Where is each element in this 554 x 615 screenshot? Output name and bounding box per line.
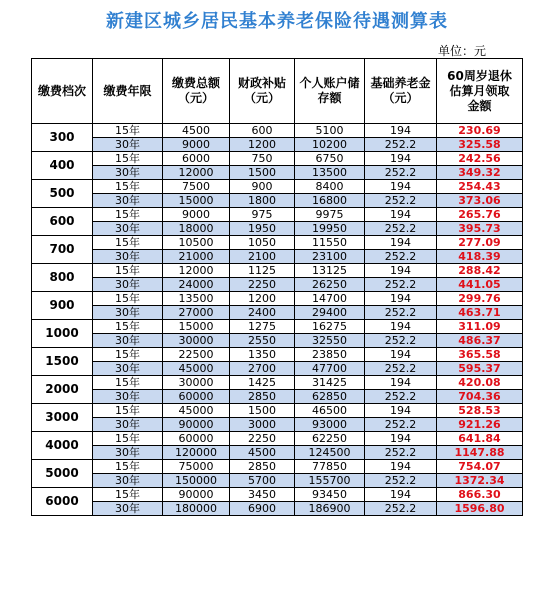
- table-row: [32, 138, 523, 152]
- account-cell: 29400: [295, 306, 365, 320]
- account-cell: 124500: [295, 446, 365, 460]
- table-row: [32, 222, 523, 236]
- table-row: [32, 194, 523, 208]
- level-cell: 800: [32, 264, 93, 292]
- years-cell: 15年: [93, 264, 163, 278]
- subsidy-cell: 2700: [230, 362, 295, 376]
- years-cell: 30年: [93, 250, 163, 264]
- header-total: 缴费总额 （元）: [163, 59, 230, 124]
- table-row: [32, 250, 523, 264]
- table-row: [32, 306, 523, 320]
- table-row: [32, 376, 523, 390]
- table-row: [32, 418, 523, 432]
- monthly-cell: 418.39: [437, 250, 523, 264]
- subsidy-cell: 2400: [230, 306, 295, 320]
- basic-cell: 252.2: [365, 446, 437, 460]
- table-row: [32, 292, 523, 306]
- years-cell: 15年: [93, 488, 163, 502]
- basic-cell: 194: [365, 404, 437, 418]
- years-cell: 15年: [93, 236, 163, 250]
- table-row: [32, 362, 523, 376]
- table-row: [32, 320, 523, 334]
- subsidy-cell: 2850: [230, 390, 295, 404]
- header-basic: 基础养老金 （元）: [365, 59, 437, 124]
- table-row: [32, 502, 523, 516]
- header-account: 个人账户储 存额: [295, 59, 365, 124]
- level-cell: 4000: [32, 432, 93, 460]
- table-row: [32, 404, 523, 418]
- years-cell: 15年: [93, 124, 163, 138]
- total-cell: 22500: [163, 348, 230, 362]
- account-cell: 19950: [295, 222, 365, 236]
- basic-cell: 194: [365, 376, 437, 390]
- basic-cell: 194: [365, 488, 437, 502]
- monthly-cell: 1147.88: [437, 446, 523, 460]
- account-cell: 62850: [295, 390, 365, 404]
- account-cell: 5100: [295, 124, 365, 138]
- account-cell: 14700: [295, 292, 365, 306]
- monthly-cell: 395.73: [437, 222, 523, 236]
- monthly-cell: 299.76: [437, 292, 523, 306]
- header-years: 缴费年限: [93, 59, 163, 124]
- monthly-cell: 311.09: [437, 320, 523, 334]
- basic-cell: 194: [365, 432, 437, 446]
- table-row: [32, 474, 523, 488]
- subsidy-cell: 1800: [230, 194, 295, 208]
- table-row: [32, 432, 523, 446]
- total-cell: 21000: [163, 250, 230, 264]
- subsidy-cell: 3000: [230, 418, 295, 432]
- total-cell: 24000: [163, 278, 230, 292]
- basic-cell: 194: [365, 264, 437, 278]
- header-subsidy: 财政补贴 （元）: [230, 59, 295, 124]
- basic-cell: 252.2: [365, 474, 437, 488]
- monthly-cell: 325.58: [437, 138, 523, 152]
- basic-cell: 252.2: [365, 138, 437, 152]
- monthly-cell: 254.43: [437, 180, 523, 194]
- basic-cell: 252.2: [365, 222, 437, 236]
- years-cell: 30年: [93, 502, 163, 516]
- monthly-cell: 463.71: [437, 306, 523, 320]
- monthly-cell: 441.05: [437, 278, 523, 292]
- table-row: [32, 236, 523, 250]
- subsidy-cell: 1950: [230, 222, 295, 236]
- monthly-cell: 754.07: [437, 460, 523, 474]
- table-row: [32, 166, 523, 180]
- subsidy-cell: 1500: [230, 404, 295, 418]
- account-cell: 16800: [295, 194, 365, 208]
- total-cell: 75000: [163, 460, 230, 474]
- subsidy-cell: 3450: [230, 488, 295, 502]
- basic-cell: 194: [365, 152, 437, 166]
- years-cell: 30年: [93, 474, 163, 488]
- years-cell: 15年: [93, 376, 163, 390]
- basic-cell: 252.2: [365, 418, 437, 432]
- level-cell: 900: [32, 292, 93, 320]
- total-cell: 6000: [163, 152, 230, 166]
- subsidy-cell: 2550: [230, 334, 295, 348]
- monthly-cell: 1372.34: [437, 474, 523, 488]
- basic-cell: 252.2: [365, 306, 437, 320]
- header-monthly: 60周岁退休 估算月领取 金额: [437, 59, 523, 124]
- total-cell: 12000: [163, 264, 230, 278]
- table-row: [32, 180, 523, 194]
- subsidy-cell: 600: [230, 124, 295, 138]
- years-cell: 30年: [93, 446, 163, 460]
- account-cell: 32550: [295, 334, 365, 348]
- years-cell: 30年: [93, 278, 163, 292]
- total-cell: 9000: [163, 138, 230, 152]
- account-cell: 93000: [295, 418, 365, 432]
- basic-cell: 194: [365, 320, 437, 334]
- years-cell: 30年: [93, 418, 163, 432]
- monthly-cell: 242.56: [437, 152, 523, 166]
- account-cell: 13500: [295, 166, 365, 180]
- level-cell: 300: [32, 124, 93, 152]
- table-row: [32, 124, 523, 138]
- level-cell: 6000: [32, 488, 93, 516]
- account-cell: 26250: [295, 278, 365, 292]
- monthly-cell: 288.42: [437, 264, 523, 278]
- total-cell: 9000: [163, 208, 230, 222]
- total-cell: 4500: [163, 124, 230, 138]
- years-cell: 15年: [93, 404, 163, 418]
- total-cell: 30000: [163, 334, 230, 348]
- monthly-cell: 704.36: [437, 390, 523, 404]
- subsidy-cell: 5700: [230, 474, 295, 488]
- years-cell: 15年: [93, 180, 163, 194]
- subsidy-cell: 1425: [230, 376, 295, 390]
- level-cell: 3000: [32, 404, 93, 432]
- monthly-cell: 373.06: [437, 194, 523, 208]
- subsidy-cell: 1200: [230, 138, 295, 152]
- total-cell: 90000: [163, 418, 230, 432]
- total-cell: 90000: [163, 488, 230, 502]
- subsidy-cell: 6900: [230, 502, 295, 516]
- subsidy-cell: 2100: [230, 250, 295, 264]
- level-cell: 2000: [32, 376, 93, 404]
- basic-cell: 252.2: [365, 362, 437, 376]
- subsidy-cell: 1200: [230, 292, 295, 306]
- monthly-cell: 486.37: [437, 334, 523, 348]
- table-row: [32, 348, 523, 362]
- basic-cell: 252.2: [365, 502, 437, 516]
- years-cell: 30年: [93, 390, 163, 404]
- total-cell: 10500: [163, 236, 230, 250]
- total-cell: 7500: [163, 180, 230, 194]
- basic-cell: 252.2: [365, 194, 437, 208]
- account-cell: 13125: [295, 264, 365, 278]
- level-cell: 500: [32, 180, 93, 208]
- total-cell: 15000: [163, 320, 230, 334]
- monthly-cell: 921.26: [437, 418, 523, 432]
- subsidy-cell: 1125: [230, 264, 295, 278]
- account-cell: 16275: [295, 320, 365, 334]
- level-cell: 700: [32, 236, 93, 264]
- account-cell: 23100: [295, 250, 365, 264]
- level-cell: 5000: [32, 460, 93, 488]
- table-row: [32, 460, 523, 474]
- monthly-cell: 230.69: [437, 124, 523, 138]
- monthly-cell: 1596.80: [437, 502, 523, 516]
- years-cell: 15年: [93, 460, 163, 474]
- basic-cell: 252.2: [365, 278, 437, 292]
- total-cell: 45000: [163, 404, 230, 418]
- pension-table: [31, 58, 523, 516]
- total-cell: 13500: [163, 292, 230, 306]
- account-cell: 46500: [295, 404, 365, 418]
- subsidy-cell: 1050: [230, 236, 295, 250]
- account-cell: 93450: [295, 488, 365, 502]
- years-cell: 30年: [93, 306, 163, 320]
- total-cell: 180000: [163, 502, 230, 516]
- monthly-cell: 349.32: [437, 166, 523, 180]
- monthly-cell: 420.08: [437, 376, 523, 390]
- total-cell: 27000: [163, 306, 230, 320]
- years-cell: 15年: [93, 320, 163, 334]
- monthly-cell: 641.84: [437, 432, 523, 446]
- years-cell: 15年: [93, 208, 163, 222]
- basic-cell: 252.2: [365, 390, 437, 404]
- table-row: [32, 264, 523, 278]
- monthly-cell: 277.09: [437, 236, 523, 250]
- basic-cell: 252.2: [365, 166, 437, 180]
- level-cell: 1500: [32, 348, 93, 376]
- level-cell: 1000: [32, 320, 93, 348]
- subsidy-cell: 4500: [230, 446, 295, 460]
- basic-cell: 194: [365, 348, 437, 362]
- total-cell: 120000: [163, 446, 230, 460]
- basic-cell: 194: [365, 208, 437, 222]
- table-row: [32, 278, 523, 292]
- basic-cell: 194: [365, 124, 437, 138]
- account-cell: 31425: [295, 376, 365, 390]
- account-cell: 186900: [295, 502, 365, 516]
- table-header-row: [32, 59, 523, 124]
- total-cell: 150000: [163, 474, 230, 488]
- account-cell: 155700: [295, 474, 365, 488]
- years-cell: 30年: [93, 166, 163, 180]
- subsidy-cell: 2250: [230, 278, 295, 292]
- subsidy-cell: 900: [230, 180, 295, 194]
- subsidy-cell: 1500: [230, 166, 295, 180]
- total-cell: 15000: [163, 194, 230, 208]
- monthly-cell: 866.30: [437, 488, 523, 502]
- unit-label: 单位：元: [437, 44, 486, 58]
- table-row: [32, 488, 523, 502]
- table-row: [32, 390, 523, 404]
- years-cell: 15年: [93, 152, 163, 166]
- basic-cell: 194: [365, 292, 437, 306]
- basic-cell: 252.2: [365, 250, 437, 264]
- level-cell: 600: [32, 208, 93, 236]
- account-cell: 8400: [295, 180, 365, 194]
- header-level: 缴费档次: [32, 59, 93, 124]
- table-row: [32, 152, 523, 166]
- years-cell: 30年: [93, 222, 163, 236]
- years-cell: 30年: [93, 362, 163, 376]
- page-title: 新建区城乡居民基本养老保险待遇测算表: [106, 11, 448, 32]
- level-cell: 400: [32, 152, 93, 180]
- account-cell: 10200: [295, 138, 365, 152]
- monthly-cell: 528.53: [437, 404, 523, 418]
- basic-cell: 194: [365, 236, 437, 250]
- table-row: [32, 446, 523, 460]
- total-cell: 60000: [163, 390, 230, 404]
- total-cell: 60000: [163, 432, 230, 446]
- monthly-cell: 595.37: [437, 362, 523, 376]
- years-cell: 30年: [93, 138, 163, 152]
- subsidy-cell: 1350: [230, 348, 295, 362]
- total-cell: 18000: [163, 222, 230, 236]
- account-cell: 62250: [295, 432, 365, 446]
- account-cell: 9975: [295, 208, 365, 222]
- subsidy-cell: 975: [230, 208, 295, 222]
- basic-cell: 252.2: [365, 334, 437, 348]
- years-cell: 30年: [93, 334, 163, 348]
- total-cell: 45000: [163, 362, 230, 376]
- table-row: [32, 208, 523, 222]
- monthly-cell: 365.58: [437, 348, 523, 362]
- years-cell: 15年: [93, 348, 163, 362]
- account-cell: 6750: [295, 152, 365, 166]
- account-cell: 11550: [295, 236, 365, 250]
- table-row: [32, 334, 523, 348]
- years-cell: 15年: [93, 432, 163, 446]
- years-cell: 30年: [93, 194, 163, 208]
- subsidy-cell: 750: [230, 152, 295, 166]
- basic-cell: 194: [365, 460, 437, 474]
- account-cell: 23850: [295, 348, 365, 362]
- subsidy-cell: 2250: [230, 432, 295, 446]
- subsidy-cell: 1275: [230, 320, 295, 334]
- total-cell: 30000: [163, 376, 230, 390]
- years-cell: 15年: [93, 292, 163, 306]
- account-cell: 47700: [295, 362, 365, 376]
- basic-cell: 194: [365, 180, 437, 194]
- subsidy-cell: 2850: [230, 460, 295, 474]
- account-cell: 77850: [295, 460, 365, 474]
- total-cell: 12000: [163, 166, 230, 180]
- monthly-cell: 265.76: [437, 208, 523, 222]
